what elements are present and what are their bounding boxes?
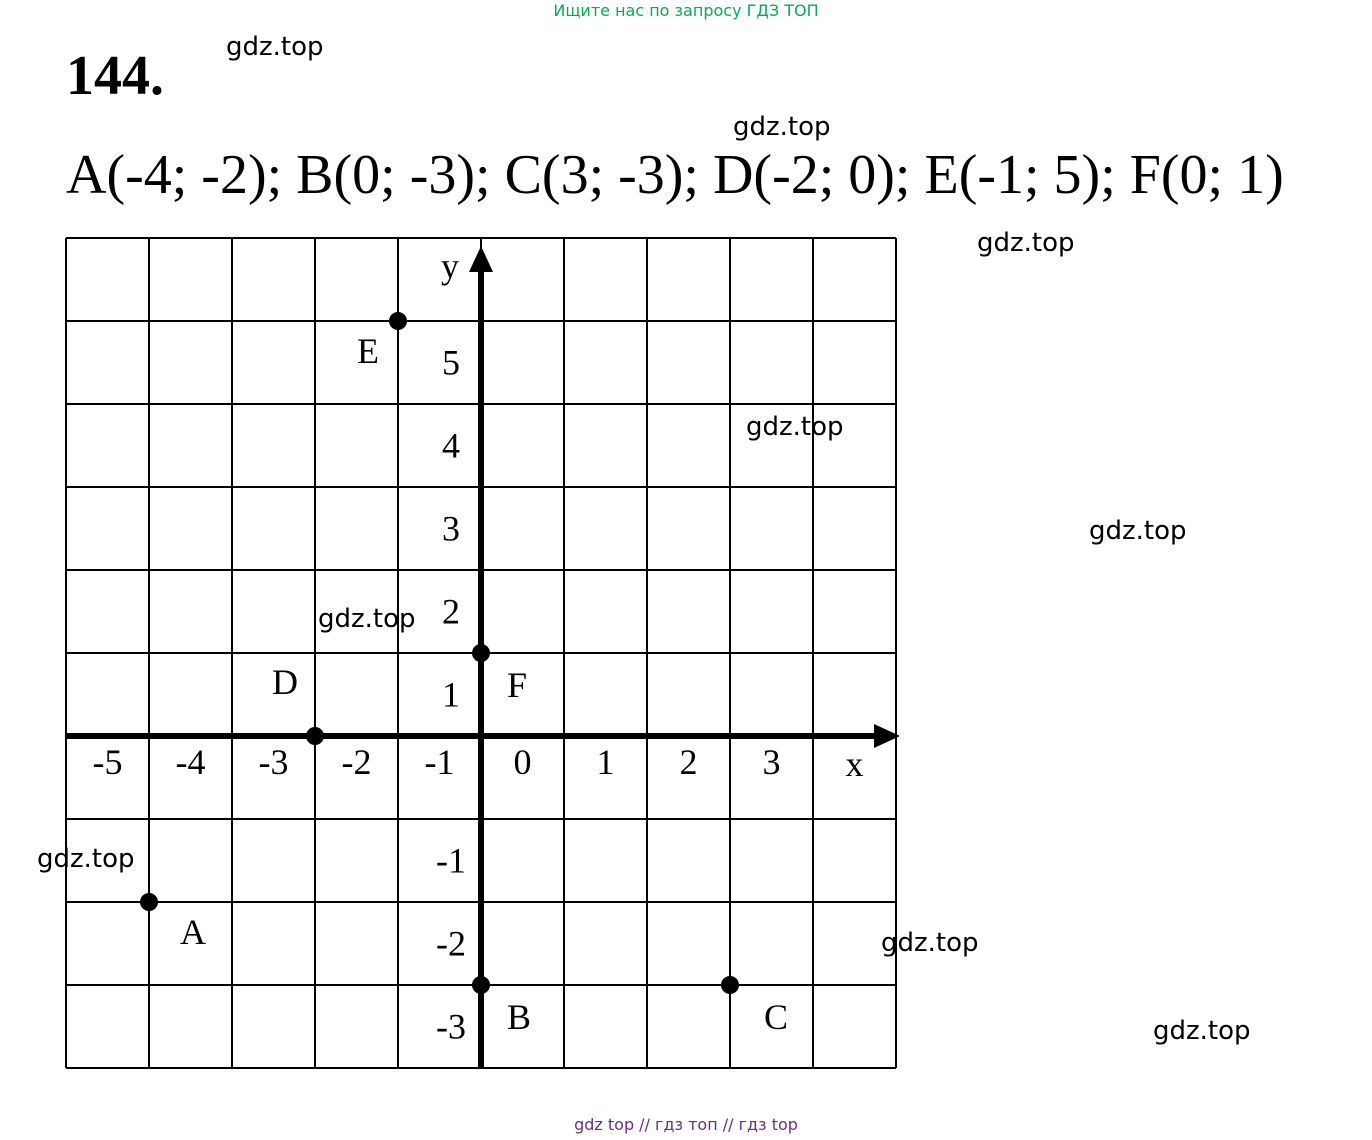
x-tick-label: -3 (258, 742, 289, 782)
point-label: F (506, 665, 528, 705)
watermark: gdz.top (1153, 1016, 1251, 1046)
x-tick-label: 1 (596, 742, 615, 782)
watermark: gdz.top (733, 112, 831, 142)
point-c (721, 976, 739, 994)
point-e (389, 312, 407, 330)
point-label: E (357, 331, 379, 371)
point-f (472, 644, 490, 662)
y-tick-label: 5 (442, 342, 460, 383)
point-label: A (180, 912, 206, 952)
y-axis-label: y (441, 246, 459, 286)
x-tick-label: -4 (175, 742, 206, 782)
point-d (306, 727, 324, 745)
task-number: 144. (66, 45, 164, 107)
y-tick-label: -1 (436, 840, 466, 881)
footer: gdz top // гдз топ // гдз top (574, 1115, 798, 1134)
y-tick-label: 2 (442, 591, 460, 632)
point-b (472, 976, 490, 994)
watermark: gdz.top (37, 844, 135, 874)
point-label: C (763, 997, 789, 1037)
x-tick-label: -2 (341, 742, 372, 782)
x-tick-label: 3 (762, 742, 781, 782)
x-axis-label: x (845, 744, 864, 784)
watermark: gdz.top (881, 928, 979, 958)
y-axis-arrow (469, 246, 493, 272)
y-tick-label: 4 (442, 425, 460, 466)
watermark: gdz.top (226, 32, 324, 62)
watermark: gdz.top (318, 604, 416, 634)
y-tick-label: -2 (436, 923, 466, 964)
y-tick-label: 1 (442, 674, 460, 715)
watermark: gdz.top (977, 228, 1075, 258)
point-label: B (506, 997, 532, 1037)
x-tick-label: -1 (424, 742, 455, 782)
x-tick-label: -5 (92, 742, 123, 782)
points-list: A(-4; -2); B(0; -3); C(3; -3); D(-2; 0); E(-1; 5); F(0; 1) (66, 144, 1284, 206)
watermark: gdz.top (746, 412, 844, 442)
y-tick-label: 3 (442, 508, 460, 549)
y-tick-label: -3 (436, 1006, 466, 1047)
x-tick-label: 2 (679, 742, 698, 782)
x-tick-label: 0 (513, 742, 532, 782)
top-banner: Ищите нас по запросу ГДЗ ТОП (553, 1, 819, 20)
point-label: D (272, 662, 298, 702)
watermark: gdz.top (1089, 516, 1187, 546)
point-a (140, 893, 158, 911)
